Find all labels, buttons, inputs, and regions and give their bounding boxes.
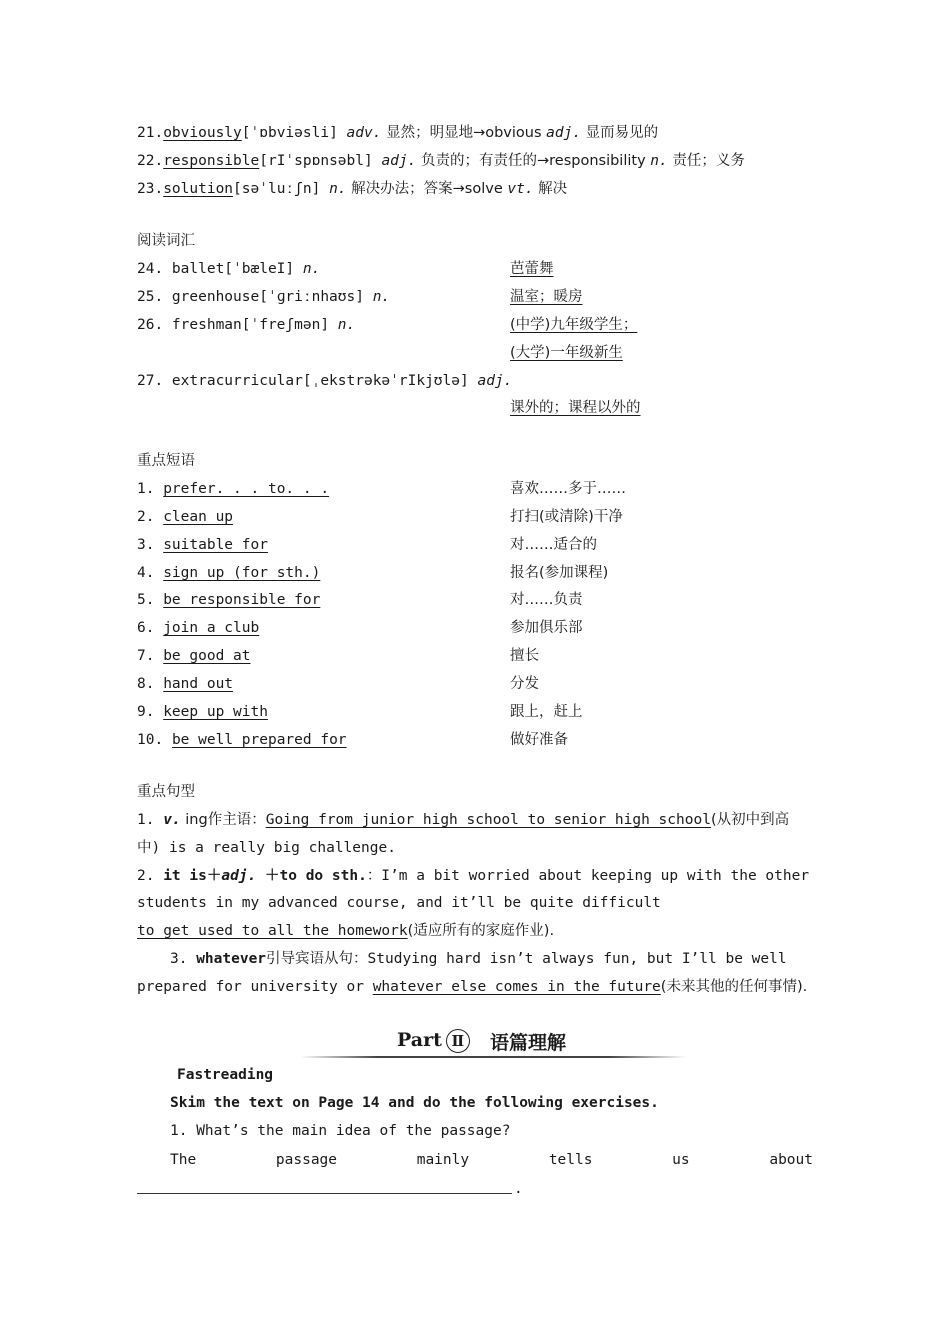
phrase-meaning: 分发	[510, 676, 539, 692]
reading-meaning-24: 芭蕾舞	[510, 261, 554, 277]
part-divider	[300, 1056, 686, 1058]
reading-item-24: 24. ballet[ˈbæleI] n.	[137, 261, 321, 277]
part-numeral: Ⅱ	[446, 1029, 470, 1053]
sentence-1-line2: 中) is a really big challenge.	[137, 840, 396, 856]
vocab-item-21: 21.obviously[ˈɒbviəsli] adv. 显然；明显地→obvious adj. 显而易见的	[137, 125, 659, 141]
phrase-item: 1. prefer. . . to. . .	[137, 481, 330, 497]
sentence-1: 1. v. ing作主语：Going from junior high school to senior high school(从初中到高	[137, 812, 790, 828]
phrase-meaning: 喜欢……多于……	[510, 481, 626, 497]
vocab-word: responsible	[163, 153, 260, 169]
reading-vocab-heading: 阅读词汇	[137, 233, 195, 249]
phrase-meaning: 跟上，赶上	[510, 704, 583, 720]
sentence-2-line3: to get used to all the homework(适应所有的家庭作业).	[137, 923, 555, 939]
question-1: 1. What’s the main idea of the passage?	[170, 1123, 511, 1139]
phrase-meaning: 打扫(或清除)干净	[510, 509, 623, 525]
sentence-2-line2: students in my advanced course, and it’ll be quite difficult	[137, 895, 661, 911]
reading-item-26: 26. freshman[ˈfreʃmən] n.	[137, 317, 356, 333]
part-label: Part	[397, 1029, 442, 1051]
phrase-item: 9. keep up with	[137, 704, 268, 720]
vocab-word: solution	[163, 181, 234, 197]
sentences-heading: 重点句型	[137, 784, 195, 800]
answer-period: .	[514, 1181, 523, 1197]
answer-blank[interactable]	[137, 1193, 512, 1194]
sentence-3-line2: prepared for university or whatever else comes in the future(未来其他的任何事情).	[137, 979, 808, 995]
vocab-word: obviously	[163, 125, 242, 141]
reading-item-25: 25. greenhouse[ˈɡriːnhaʊs] n.	[137, 289, 391, 305]
fastreading-heading: Fastreading	[177, 1067, 274, 1083]
answer-line: The passage mainly tells us about	[170, 1152, 813, 1168]
phrases-heading: 重点短语	[137, 453, 195, 469]
phrase-item: 8. hand out	[137, 676, 234, 692]
phrase-meaning: 擅长	[510, 648, 539, 664]
reading-meaning-25: 温室；暖房	[510, 289, 583, 305]
reading-item-27: 27. extracurricular[ˌekstrəkəˈrIkjʊlə] adj.	[137, 373, 513, 389]
part-banner	[300, 1026, 686, 1060]
vocab-item-23: 23.solution[səˈluːʃn] n. 解决办法；答案→solve vt. 解决	[137, 181, 568, 197]
phrase-meaning: 对……负责	[510, 592, 583, 608]
reading-meaning-27: 课外的；课程以外的	[510, 400, 641, 416]
phrase-meaning: 报名(参加课程)	[510, 565, 609, 581]
phrase-item: 5. be responsible for	[137, 592, 321, 608]
reading-meaning-26: (中学)九年级学生；	[510, 317, 638, 333]
sentence-3: 3. whatever引导宾语从句：Studying hard isn’t always fun, but I’ll be well	[170, 951, 787, 967]
phrase-item: 2. clean up	[137, 509, 234, 525]
phrase-meaning: 参加俱乐部	[510, 620, 583, 636]
sentence-2: 2. it is＋adj. ＋to do sth.：I’m a bit worried about keeping up with the other	[137, 868, 810, 884]
phrase-meaning: 做好准备	[510, 732, 568, 748]
vocab-item-22: 22.responsible[rIˈspɒnsəbl] adj. 负责的；有责任的→responsibility n. 责任；义务	[137, 153, 745, 169]
phrase-item: 6. join a club	[137, 620, 260, 636]
phrase-item: 7. be good at	[137, 648, 251, 664]
phrase-item: 10. be well prepared for	[137, 732, 347, 748]
fastreading-instruction: Skim the text on Page 14 and do the following exercises.	[170, 1095, 659, 1111]
phrase-item: 4. sign up (for sth.)	[137, 565, 321, 581]
phrase-meaning: 对……适合的	[510, 537, 597, 553]
part-title: 语篇理解	[490, 1032, 567, 1054]
reading-meaning-26-line2: (大学)一年级新生	[510, 345, 623, 361]
phrase-item: 3. suitable for	[137, 537, 268, 553]
